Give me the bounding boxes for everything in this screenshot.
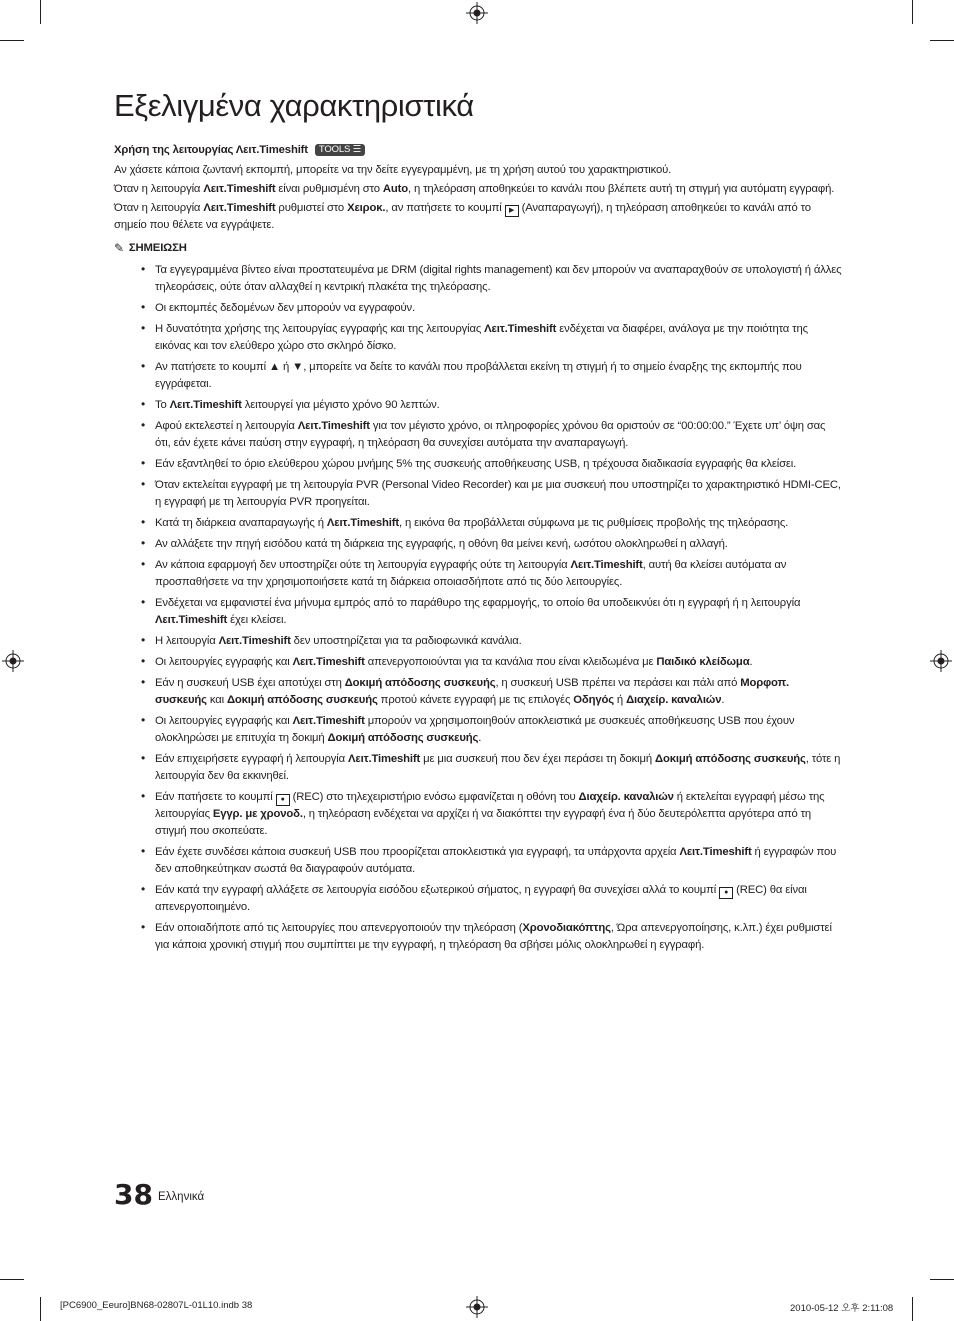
registration-mark-icon [2,650,24,672]
note-item [155,262,842,296]
text-run: Οι εκπομπές δεδομένων δεν μπορούν να εγγραφούν. [155,302,415,314]
note-item [155,633,842,650]
bold-term: Λειτ.Timeshift [218,635,291,647]
note-item [155,595,842,629]
note-item [155,751,842,785]
paragraph [114,162,842,179]
text-run: Εάν η συσκευή USB έχει αποτύχει στη [155,677,345,689]
registration-mark-icon [466,1296,488,1318]
pencil-note-icon: ✎ [114,241,124,255]
text-run: Η δυνατότητα χρήσης της λειτουργίας εγγραφής και της λειτουργίας [155,323,485,335]
text-run: ρυθμιστεί στο [275,202,348,214]
bold-term: Παιδικό κλείδωμα [656,656,750,668]
print-slug-date: 2010-05-12 오후 2:11:08 [790,1303,894,1314]
bold-term: Λειτ.Timeshift [203,183,276,195]
text-run: δεν υποστηρίζεται για τα ραδιοφωνικά κανάλια. [290,635,522,647]
bold-term: Εγγρ. με χρονοδ. [212,808,303,820]
text-run: Τα εγγεγραμμένα βίντεο είναι προστατευμένα με DRM (digital rights management) και δεν μπορούν να αναπαραχθούν σε υπολογιστή ή άλλες τηλεοράσεις, ούτε όταν αλλαχθεί η κεντρική πλακέτα της τηλεόρασης. [155,264,842,293]
bold-term: Χειροκ. [347,202,386,214]
bold-term: Λειτ.Timeshift [292,715,365,727]
bold-term: Λειτ.Timeshift [570,559,643,571]
text-run: Όταν η λειτουργία [114,183,204,195]
text-run: , η εικόνα θα προβάλλεται σύμφωνα με τις ρυθμίσεις προβολής της τηλεόρασης. [398,517,789,529]
text-run: ή εκτελείται εγγραφή μέσω της λειτουργίας [155,791,825,820]
text-run: , η τηλεόραση ενδέχεται να αρχίζει ή να διακόπτει την εγγραφή ένα ή δύο δευτερόλεπτα αργότερα από τη στιγμή που σκοπεύατε. [155,808,812,837]
record-button-icon: ● [276,794,290,806]
bold-term: Διαχείρ. καναλιών [578,791,674,803]
bold-term: Μορφοπ. συσκευής [155,677,789,706]
crop-mark-bottom-right-v [912,1297,913,1321]
note-item [155,882,842,916]
text-run: (Αναπαραγωγή), η τηλεόραση αποθηκεύει το κανάλι από το σημείο που θέλετε να εγγράψετε. [114,202,811,231]
note-heading [114,240,842,257]
bold-term: Λειτ.Timeshift [484,323,557,335]
text-run: , η συσκευή USB πρέπει να περάσει και πάλι από [495,677,741,689]
note-item [155,300,842,317]
text-run: προτού κάνετε εγγραφή με τις επιλογές [377,694,574,706]
print-slug-file: [PC6900_Eeuro]BN68-02807L-01L10.indb 38 [60,1300,253,1311]
text-run: με μια συσκευή που δεν έχει περάσει τη δοκιμή [420,753,655,765]
text-run: Η λειτουργία [155,635,219,647]
text-run: ενδέχεται να διαφέρει, ανάλογα με την ποιότητα της εικόνας και τον ελεύθερο χώρο στο σκληρό δίσκο. [155,323,808,352]
note-item [155,920,842,954]
bold-term: Λειτ.Timeshift [169,399,242,411]
crop-mark-bottom-left-v [40,1297,41,1321]
note-item [155,321,842,355]
crop-mark-top-left-v [40,0,41,24]
text-run: για τον μέγιστο χρόνο, οι πληροφορίες χρόνου θα οριστούν σε “00:00:00.” Έχετε υπ’ όψη σας ότι, εάν έχετε κάνει παύση στην εγγραφή, η τηλεόραση θα συνεχίσει αυτόματα την αναπαραγωγή. [155,420,826,449]
text-run: , Ώρα απενεργοποίησης, κ.λπ.) έχει ρυθμιστεί για κάποια χρονική στιγμή που συμπίπτει με την εγγραφή, η τηλεόραση θα σβήσει μόλις ολοκληρωθεί η εγγραφή. [155,922,832,951]
main-content [114,142,842,958]
text-run: και [206,694,227,706]
page-number: 38 [114,1178,153,1211]
tools-badge: TOOLS ☰ [315,144,365,156]
notes-list [114,262,842,954]
text-run: Αν αλλάξετε την πηγή εισόδου κατά τη διάρκεια της εγγραφής, η οθόνη θα μείνει κενή, ωσότου ολοκληρωθεί η αλλαγή. [155,538,728,550]
text-run: Εάν κατά την εγγραφή αλλάξετε σε λειτουργία εισόδου εξωτερικού σήματος, η εγγραφή θα συνεχίσει αλλά το κουμπί [155,884,720,896]
text-run: ή εγγραφών που δεν αποθηκεύτηκαν σωστά θα διαγραφούν αυτόματα. [155,846,837,875]
text-run: απενεργοποιούνται για τα κανάλια που είναι κλειδωμένα με [364,656,657,668]
note-item [155,557,842,591]
text-run: Όταν εκτελείται εγγραφή με τη λειτουργία PVR (Personal Video Recorder) και με μια συσκευή που υποστηρίζει το χαρακτηριστικό HDMI-CEC, η εγγραφή με τη λειτουργία PVR προηγείται. [155,479,841,508]
text-run: (REC) στο τηλεχειριστήριο ενόσω εμφανίζεται η οθόνη του [289,791,579,803]
section-heading-text: Χρήση της λειτουργίας Λειτ.Timeshift [114,144,308,156]
text-run: Εάν οποιαδήποτε από τις λειτουργίες που απενεργοποιούν την τηλεόραση ( [155,922,523,934]
text-run: έχει κλείσει. [227,614,287,626]
text-run: Εάν πατήσετε το κουμπί [155,791,276,803]
text-run: Αν πατήσετε το κουμπί ▲ ή ▼, μπορείτε να δείτε το κανάλι που προβάλλεται εκείνη τη στιγμή ή το σημείο έναρξης της εκπομπής που εγγράφεται. [155,361,802,390]
text-run: Οι λειτουργίες εγγραφής και [155,715,293,727]
note-item [155,536,842,553]
bold-term: Λειτ.Timeshift [155,614,228,626]
crop-mark-top-right-v [912,0,913,24]
bold-term: Auto [382,183,408,195]
crop-mark-top-left-h [0,40,24,41]
record-button-icon: ● [719,887,733,899]
note-label: ΣΗΜΕΙΩΣΗ [128,242,187,254]
text-run: Εάν εξαντληθεί το όριο ελεύθερου χώρου μνήμης 5% της συσκευής αποθήκευσης USB, η τρέχουσα διαδικασία εγγραφής θα κλείσει. [155,458,797,470]
crop-mark-bottom-left-h [0,1279,24,1280]
text-run: είναι ρυθμισμένη στο [275,183,383,195]
bold-term: Δοκιμή απόδοσης συσκευής [327,732,479,744]
text-run: Κατά τη διάρκεια αναπαραγωγής ή [155,517,327,529]
text-run: , αυτή θα κλείσει αυτόματα αν προσπαθήσετε να την χρησιμοποιήσετε κατά τη διάρκεια οποιασδήποτε από τις δύο λειτουργίες. [155,559,787,588]
text-run: , η τηλεόραση αποθηκεύει το κανάλι που βλέπετε αυτή τη στιγμή για αυτόματη εγγραφή. [407,183,835,195]
text-run: , αν πατήσετε το κουμπί [385,202,505,214]
text-run: Εάν επιχειρήσετε εγγραφή ή λειτουργία [155,753,348,765]
text-run: Αφού εκτελεστεί η λειτουργία [155,420,298,432]
note-item [155,789,842,840]
text-run: Οι λειτουργίες εγγραφής και [155,656,293,668]
registration-mark-icon [466,2,488,24]
note-item [155,515,842,532]
text-run: μπορούν να χρησιμοποιηθούν αποκλειστικά με συσκευές αποθήκευσης USB που έχουν ολοκληρώσει με επιτυχία τη δοκιμή [155,715,795,744]
bold-term: Λειτ.Timeshift [203,202,276,214]
bold-term: Λειτ.Timeshift [679,846,752,858]
text-run: Αν χάσετε κάποια ζωντανή εκπομπή, μπορείτε να την δείτε εγγεγραμμένη, με τη χρήση αυτού του χαρακτηριστικού. [114,164,672,176]
text-run: . [749,656,753,668]
text-run: . [721,694,725,706]
intro-paragraphs [114,162,842,234]
bold-term: Λειτ.Timeshift [292,656,365,668]
text-run: ή [613,694,627,706]
note-item [155,713,842,747]
text-run: Όταν η λειτουργία [114,202,204,214]
note-item [155,675,842,709]
page-language: Ελληνικά [158,1191,205,1203]
bold-term: Λειτ.Timeshift [348,753,421,765]
text-run: Εάν έχετε συνδέσει κάποια συσκευή USB που προορίζεται αποκλειστικά για εγγραφή, τα υπάρχοντα αρχεία [155,846,680,858]
bold-term: Δοκιμή απόδοσης συσκευής [344,677,496,689]
bold-term: Χρονοδιακόπτης [522,922,611,934]
note-item [155,844,842,878]
text-run: Το [155,399,170,411]
text-run: , τότε η λειτουργία δεν θα εκκινηθεί. [155,753,841,782]
note-item [155,654,842,671]
bold-term: Δοκιμή απόδοσης συσκευής [654,753,806,765]
bold-term: Λειτ.Timeshift [297,420,370,432]
text-run: Ενδέχεται να εμφανιστεί ένα μήνυμα εμπρός από το παράθυρο της εφαρμογής, το οποίο θα υποδεικνύει ότι η εγγραφή ή η λειτουργία [155,597,801,609]
registration-mark-icon [930,650,952,672]
text-run: (REC) θα είναι απενεργοποιημένο. [155,884,807,913]
section-heading [114,142,842,159]
paragraph [114,181,842,198]
crop-mark-top-right-h [930,40,954,41]
text-run: Αν κάποια εφαρμογή δεν υποστηρίζει ούτε τη λειτουργία εγγραφής ούτε τη λειτουργία [155,559,571,571]
note-item [155,359,842,393]
text-run: λειτουργεί για μέγιστο χρόνο 90 λεπτών. [241,399,440,411]
bold-term: Λειτ.Timeshift [326,517,399,529]
note-item [155,477,842,511]
note-item [155,456,842,473]
page-title: Εξελιγμένα χαρακτηριστικά [114,88,474,123]
bold-term: Δοκιμή απόδοσης συσκευής [226,694,378,706]
paragraph [114,200,842,234]
tools-badge-label: TOOLS [318,144,351,155]
note-item [155,397,842,414]
bold-term: Διαχείρ. καναλιών [626,694,722,706]
text-run: . [478,732,482,744]
bold-term: Οδηγός [573,694,614,706]
note-item [155,418,842,452]
crop-mark-bottom-right-h [930,1279,954,1280]
play-button-icon: ▶ [505,205,519,217]
